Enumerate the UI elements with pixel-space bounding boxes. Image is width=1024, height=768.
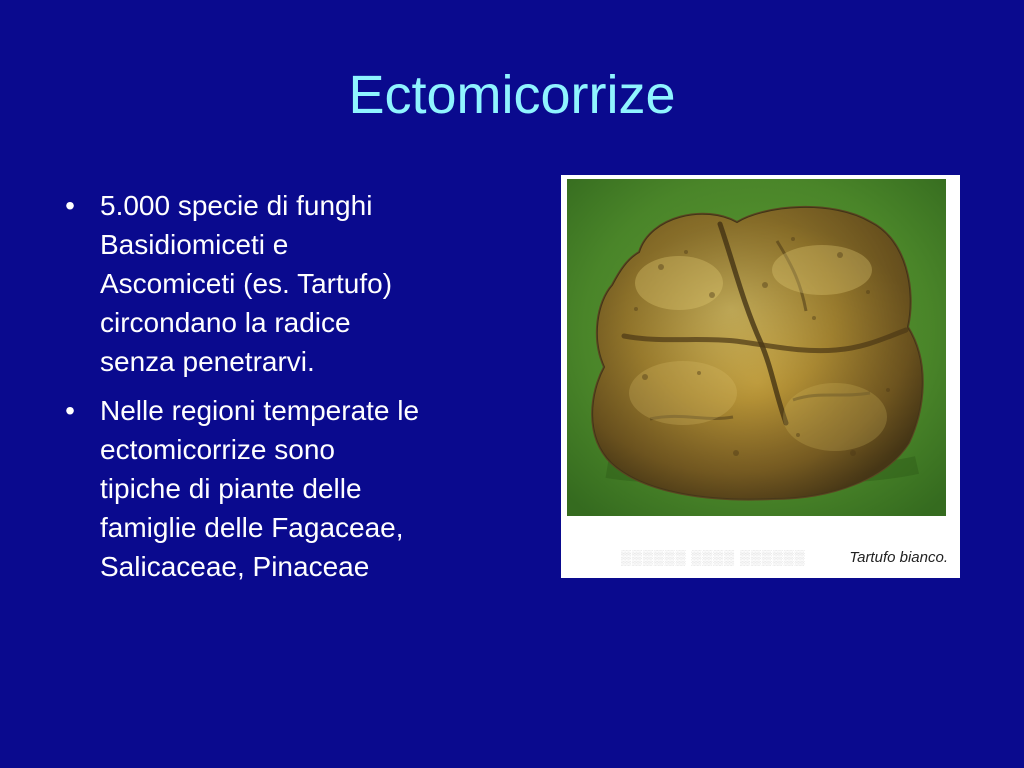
bullet-line: Basidiomiceti e	[100, 229, 289, 260]
truffle-shape	[592, 207, 923, 500]
faded-background-text: ▒▒▒▒▒▒ ▒▒▒▒ ▒▒▒▒▒▒	[621, 549, 806, 565]
bullet-line: famiglie delle Fagaceae,	[100, 512, 404, 543]
slide-title: Ectomicorrize	[348, 65, 676, 125]
bullet-line: circondano la radice	[100, 307, 351, 338]
truffle-photo-frame	[561, 175, 960, 578]
bullet-line: Nelle regioni temperate le	[100, 395, 420, 426]
truffle-caption: Tartufo bianco.	[849, 549, 948, 566]
bullet-line: ectomicorrize sono	[100, 434, 335, 465]
bullet-item	[60, 391, 520, 586]
bullet-line: senza penetrarvi.	[100, 346, 315, 377]
bullet-line: Salicaceae, Pinaceae	[100, 551, 370, 582]
bullet-list	[60, 186, 520, 596]
bullet-dot-icon: •	[65, 395, 75, 426]
bullet-dot-icon: •	[65, 190, 75, 221]
truffle-photo	[567, 179, 946, 516]
bullet-item	[60, 186, 520, 381]
bullet-line: tipiche di piante delle	[100, 473, 362, 504]
bullet-line: 5.000 specie di funghi	[100, 190, 373, 221]
bullet-line: Ascomiceti (es. Tartufo)	[100, 268, 393, 299]
